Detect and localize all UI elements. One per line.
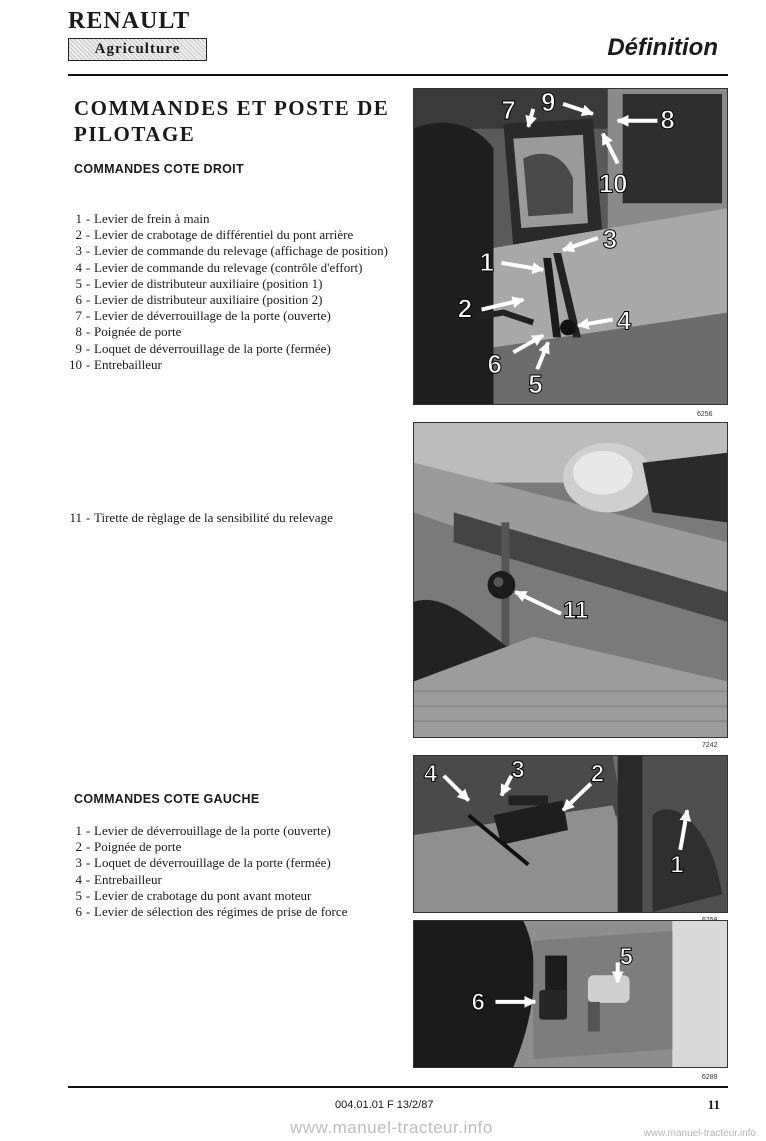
- item-number: 9: [75, 340, 82, 356]
- list-item: 8 - Poignée de porte: [62, 324, 402, 340]
- item-text: Tirette de règlage de la sensibilité du relevage: [94, 510, 333, 525]
- callout-7: 7: [501, 96, 516, 125]
- list-item: 5 - Levier de crabotage du pont avant moteur: [62, 888, 402, 904]
- callout-2: 2: [457, 295, 473, 324]
- callout-10: 10: [598, 170, 628, 199]
- list-item: 5 - Levier de distributeur auxiliaire (position 1): [62, 276, 402, 292]
- item-number: 2: [75, 839, 82, 855]
- brand-logo: RENAULT: [68, 8, 191, 34]
- item-number: 11: [69, 510, 82, 525]
- item-text: Levier de crabotage du pont avant moteur: [94, 887, 312, 903]
- left-controls-list: [62, 823, 402, 920]
- list-item: 2 - Poignée de porte: [62, 839, 402, 855]
- item-number: 4: [75, 871, 82, 887]
- list-item: 3 - Levier de commande du relevage (affichage de position): [62, 243, 402, 259]
- brand-subtitle: Agriculture: [68, 38, 207, 61]
- item-number: 5: [75, 275, 82, 291]
- figure-number: 6256: [697, 411, 713, 418]
- photo-right-controls-image: [414, 89, 727, 404]
- callout-11: 11: [563, 596, 589, 624]
- callout-6: 6: [471, 988, 485, 1016]
- item-text: Levier de distributeur auxiliaire (position 1): [94, 275, 323, 291]
- callout-1: 1: [670, 851, 684, 879]
- right-controls-extra-list: [62, 510, 402, 526]
- photo-sensitivity-knob: [413, 422, 728, 738]
- item-text: Entrebailleur: [94, 871, 162, 887]
- callout-4: 4: [616, 307, 632, 336]
- item-text: Levier de commande du relevage (contrôle d'effort): [94, 259, 363, 275]
- list-item: 11 - Tirette de règlage de la sensibilité du relevage: [62, 510, 402, 526]
- item-number: 10: [69, 356, 82, 372]
- list-item: 6 - Levier de distributeur auxiliaire (position 2): [62, 292, 402, 308]
- item-text: Entrebailleur: [94, 356, 162, 372]
- item-text: Levier de commande du relevage (affichage de position): [94, 243, 388, 259]
- footer-rule: [68, 1086, 728, 1088]
- right-controls-list: [62, 211, 402, 373]
- callout-3: 3: [511, 756, 525, 784]
- item-text: Loquet de déverrouillage de la porte (fermée): [94, 340, 331, 356]
- watermark-small: www.manuel-tracteur.info: [643, 1128, 756, 1139]
- item-text: Levier de distributeur auxiliaire (position 2): [94, 292, 323, 308]
- item-text: Levier de sélection des régimes de prise de force: [94, 904, 348, 920]
- item-number: 1: [75, 823, 82, 838]
- item-text: Poignée de porte: [94, 839, 182, 855]
- list-item: 7 - Levier de déverrouillage de la porte (ouverte): [62, 308, 402, 324]
- item-number: 5: [75, 887, 82, 903]
- item-text: Loquet de déverrouillage de la porte (fermée): [94, 855, 331, 871]
- list-item: 4 - Entrebailleur: [62, 872, 402, 888]
- item-number: 7: [75, 308, 82, 324]
- item-number: 6: [75, 904, 82, 920]
- right-controls-heading: COMMANDES COTE DROIT: [74, 162, 244, 176]
- callout-9: 9: [541, 89, 556, 117]
- list-item: 10 - Entrebailleur: [62, 357, 402, 373]
- item-number: 2: [75, 227, 82, 243]
- list-item: 1 - Levier de déverrouillage de la porte (ouverte): [62, 823, 402, 839]
- callout-6: 6: [487, 351, 502, 380]
- photo-sensitivity-knob-image: [414, 423, 727, 737]
- callout-5: 5: [619, 943, 633, 971]
- list-item: 2 - Levier de crabotage de différentiel du pont arrière: [62, 227, 402, 243]
- figure-number: 7242: [702, 742, 718, 749]
- item-number: 3: [75, 243, 82, 259]
- item-number: 3: [75, 855, 82, 871]
- item-text: Levier de déverrouillage de la porte (ouverte): [94, 823, 331, 838]
- item-text: Levier de crabotage de différentiel du pont arrière: [94, 227, 354, 243]
- photo-pto-levers-image: [414, 921, 727, 1067]
- item-number: 1: [75, 211, 82, 226]
- list-item: 1 - Levier de frein à main: [62, 211, 402, 227]
- callout-3: 3: [602, 225, 618, 254]
- photo-left-controls: [413, 755, 728, 913]
- item-number: 4: [75, 259, 82, 275]
- item-text: Levier de déverrouillage de la porte (ouverte): [94, 308, 331, 324]
- list-item: 3 - Loquet de déverrouillage de la porte (fermée): [62, 855, 402, 871]
- left-controls-heading: COMMANDES COTE GAUCHE: [74, 792, 260, 806]
- callout-2: 2: [590, 760, 605, 788]
- callout-5: 5: [528, 371, 543, 400]
- item-number: 6: [75, 292, 82, 308]
- list-item: 4 - Levier de commande du relevage (contrôle d'effort): [62, 260, 402, 276]
- item-text: Levier de frein à main: [94, 211, 210, 226]
- watermark: www.manuel-tracteur.info: [290, 1118, 493, 1137]
- callout-1: 1: [479, 248, 494, 277]
- photo-left-controls-image: [414, 756, 727, 912]
- callout-4: 4: [423, 760, 438, 788]
- header-rule: [68, 74, 728, 76]
- figure-number: 6289: [702, 1074, 718, 1081]
- photo-right-controls: [413, 88, 728, 405]
- list-item: 9 - Loquet de déverrouillage de la porte (fermée): [62, 341, 402, 357]
- list-item: 6 - Levier de sélection des régimes de prise de force: [62, 904, 402, 920]
- document-reference: 004.01.01 F 13/2/87: [335, 1099, 434, 1111]
- callout-8: 8: [660, 106, 675, 135]
- item-number: 8: [75, 324, 82, 340]
- item-text: Poignée de porte: [94, 324, 182, 340]
- page-title: COMMANDES ET POSTE DE PILOTAGE: [74, 96, 390, 146]
- section-title: Définition: [607, 34, 718, 61]
- page-number: 11: [707, 1097, 720, 1112]
- photo-pto-levers: [413, 920, 728, 1068]
